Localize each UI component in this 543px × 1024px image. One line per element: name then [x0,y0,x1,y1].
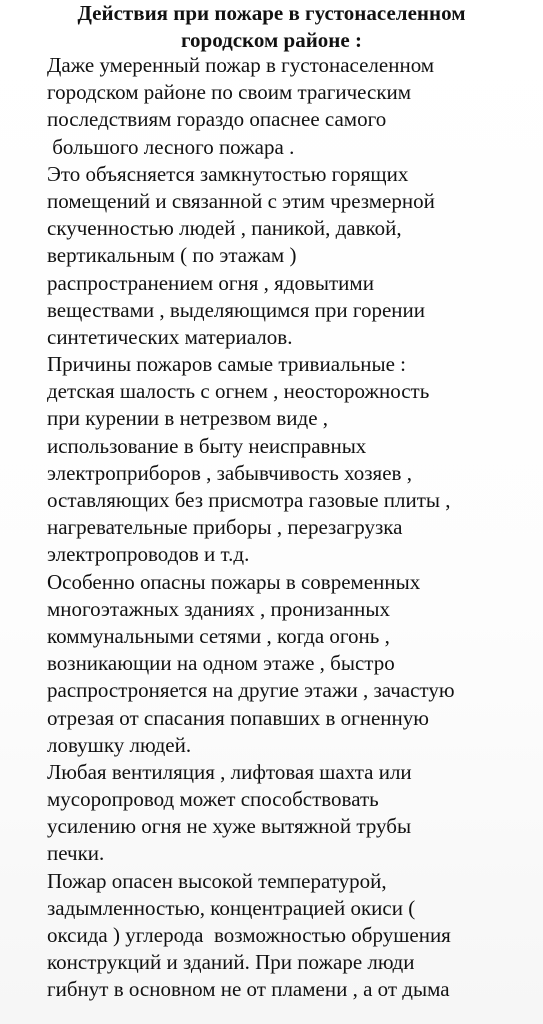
text-line: возникающии на одном этаже , быстро [47,651,395,676]
text-line: усилению огня не хуже вытяжной трубы [47,814,412,839]
text-line: оксида ) углерода возможностью обрушения [47,923,451,947]
text-line: гибнут в основном не от пламени , а от дыма [47,977,450,1002]
text-line: электропроводов и т.д. [47,542,250,567]
text-line: синтетических материалов. [47,324,293,349]
text-line: электроприборов , забывчивость хозяев , [47,460,412,485]
text-line: Причины пожаров самые тривиальные : [47,352,407,377]
text-line: печки. [47,841,105,866]
text-line: Это объясняется замкнутостью горящих [47,161,409,186]
text-line: детская шалость с огнем , неосторожность [47,379,430,404]
text-line: веществами , выделяющимся при горении [47,297,425,322]
text-line: использование в быту неисправных [47,433,367,458]
text-line: ловушку людей. [47,732,192,757]
text-line: вертикальным ( по этажам ) [47,243,297,268]
text-line: Пожар опасен высокой температурой, [47,868,387,893]
text-line: конструкций и зданий. При пожаре люди [47,950,415,975]
text-line: распространением огня , ядовытими [47,270,374,295]
text-line: распростроняется на другие этажи , зачастую [47,678,455,703]
text-line: Любая вентиляция , лифтовая шахта или [47,759,412,784]
text-line: последствиям гораздо опаснее самого [47,107,387,132]
text-line: городском районе по своим трагическим [47,80,412,105]
text-line: скученностью людей , паникой, давкой, [47,216,402,241]
document-title [10,0,533,54]
text-line: отрезая от спасания попавших в огненную [47,705,429,730]
text-line: многоэтажных зданиях , пронизанных [47,596,390,621]
text-line: задымленностью, концентрацией окиси ( [47,895,416,920]
text-line: помещений и связанной с этим чрезмерной [47,188,435,213]
text-line: коммунальными сетями , когда огонь , [47,623,390,648]
text-line: мусоропровод может способствовать [47,787,379,812]
text-line: при курении в нетрезвом виде , [47,406,329,431]
text-line: Даже умеренный пожар в густонаселенном [47,53,435,77]
title-line-2: городском районе : [181,28,362,52]
text-line: большого лесного пожара . [47,134,295,159]
document-body [47,52,537,1004]
title-line-1: Действия при пожаре в густонаселенном [77,1,466,25]
text-line: нагревательные приборы , перезагрузка [47,515,403,540]
text-line: оставляющих без присмотра газовые плиты , [47,488,451,512]
text-line: Особенно опасны пожары в современных [47,569,421,594]
